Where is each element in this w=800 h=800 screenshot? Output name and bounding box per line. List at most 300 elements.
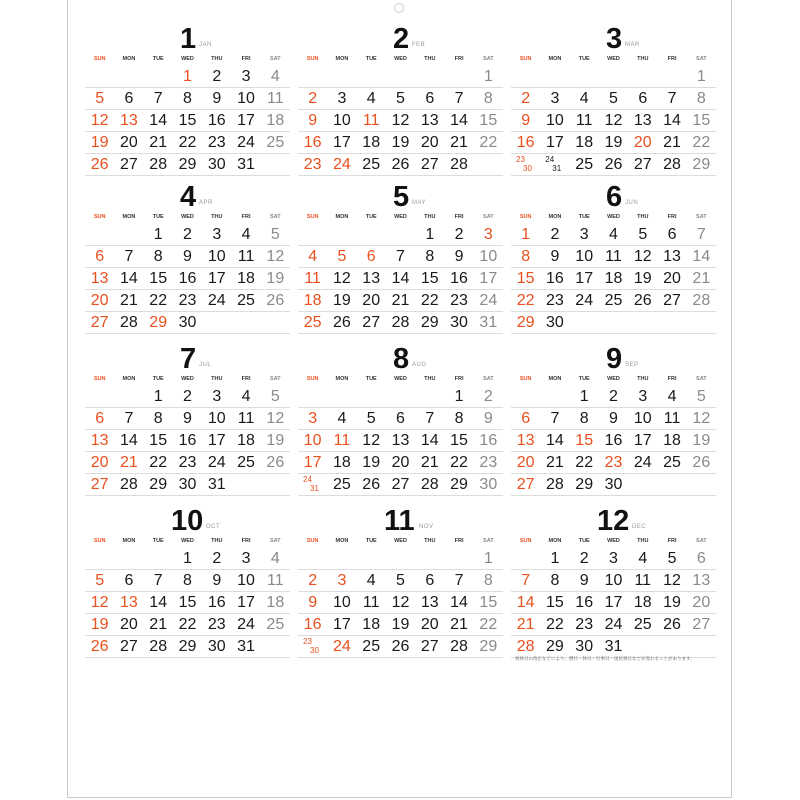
weekday-label: FRI [454, 376, 464, 382]
day-cell: 3 [308, 410, 318, 427]
week-row [298, 132, 503, 154]
day-cell [570, 312, 599, 333]
day-cell: 26 [266, 454, 285, 471]
day-cell: 22 [149, 454, 168, 471]
month-header [85, 23, 290, 55]
week-row [298, 408, 503, 430]
weekday-label: SAT [270, 56, 281, 62]
week-row [511, 452, 716, 474]
day-cell: 16 [516, 134, 535, 151]
day-cell: 12 [692, 410, 711, 427]
weekday-label: WED [181, 376, 194, 382]
month-mar [511, 24, 716, 176]
day-cell: 2 [212, 550, 222, 567]
day-cell: 1 [696, 68, 706, 85]
day-cell: 9 [212, 90, 222, 107]
day-cell: 22 [546, 616, 564, 633]
day-cell: 14 [120, 432, 138, 449]
week-row [85, 570, 290, 592]
day-cell [628, 636, 657, 657]
day-cell: 2 [609, 388, 618, 405]
day-cell: 16 [604, 432, 623, 449]
day-cell [357, 66, 386, 87]
week-row [298, 452, 503, 474]
weekday-label: THU [424, 214, 436, 220]
week-row [85, 430, 290, 452]
day-cell: 17 [546, 134, 564, 151]
day-cell: 16 [207, 594, 226, 611]
day-cell [570, 66, 599, 87]
day-cell: 26 [391, 638, 410, 655]
day-cell: 4 [579, 90, 589, 107]
month-header [511, 505, 716, 537]
day-cell: 29 [479, 638, 498, 655]
day-cell: 26 [663, 616, 681, 633]
week-row [85, 452, 290, 474]
day-cell: 7 [396, 248, 405, 265]
weekday-label: THU [211, 214, 223, 220]
day-cell: 5 [667, 550, 677, 567]
week-row [298, 614, 503, 636]
day-cell: 1 [579, 388, 589, 405]
day-cell: 16 [207, 112, 226, 129]
week-row [298, 386, 503, 408]
day-cell: 15 [450, 432, 468, 449]
month-number: 7 [180, 343, 197, 375]
weekday-label: TUE [152, 214, 164, 220]
weekday-label: MON [122, 214, 136, 220]
day-cell: 6 [124, 572, 134, 589]
weekday-label: THU [637, 538, 649, 544]
day-cell [144, 548, 173, 569]
day-cell: 1 [483, 550, 493, 567]
day-cell [415, 66, 444, 87]
weekday-label: THU [211, 538, 223, 544]
day-cell [628, 474, 657, 495]
day-cell [114, 386, 143, 407]
day-number: 31 [552, 164, 562, 173]
day-cell: 5 [638, 226, 648, 243]
day-cell: 7 [454, 572, 464, 589]
month-abbr: AUG [412, 362, 427, 368]
weekday-label: MON [335, 214, 349, 220]
weekday-label: WED [181, 538, 194, 544]
day-cell: 14 [663, 112, 681, 129]
weekday-label: MON [122, 56, 136, 62]
weekday-label: MON [122, 376, 136, 382]
week-row [85, 224, 290, 246]
day-cell: 27 [120, 638, 138, 655]
day-cell: 17 [333, 616, 351, 633]
weekday-label: WED [394, 56, 407, 62]
week-row [85, 290, 290, 312]
day-cell: 2 [550, 226, 560, 243]
day-cell: 23 [178, 454, 197, 471]
day-cell: 7 [124, 248, 134, 265]
day-cell: 29 [178, 156, 197, 173]
weekday-label: SAT [483, 376, 494, 382]
weekday-label: SAT [696, 56, 707, 62]
day-cell: 12 [90, 594, 109, 611]
day-cell: 29 [546, 638, 564, 655]
day-cell: 10 [604, 572, 623, 589]
day-cell: 26 [266, 292, 285, 309]
day-cell [657, 312, 686, 333]
day-cell: 13 [90, 270, 109, 287]
day-cell: 5 [396, 90, 405, 107]
day-cell: 24 [333, 638, 351, 655]
day-cell: 25 [604, 292, 623, 309]
day-cell [357, 224, 386, 245]
day-cell: 8 [550, 572, 560, 589]
day-cell: 4 [667, 388, 677, 405]
week-row [511, 636, 716, 658]
day-cell: 20 [420, 616, 439, 633]
day-cell [298, 66, 327, 87]
day-cell: 6 [95, 248, 105, 265]
day-cell [261, 636, 290, 657]
week-row [298, 474, 503, 496]
hanging-hole [394, 3, 404, 13]
day-cell: 24 [479, 292, 498, 309]
day-cell: 31 [237, 638, 255, 655]
day-cell: 13 [120, 112, 138, 129]
day-cell: 25 [266, 134, 285, 151]
month-may [298, 182, 503, 334]
day-cell: 10 [333, 594, 351, 611]
day-cell: 22 [178, 134, 197, 151]
day-cell: 20 [633, 134, 652, 151]
month-number: 2 [393, 23, 410, 55]
day-cell [386, 548, 415, 569]
day-cell: 30 [450, 314, 468, 331]
day-cell: 20 [692, 594, 711, 611]
day-cell: 30 [207, 638, 226, 655]
day-cell: 14 [546, 432, 564, 449]
day-cell: 6 [425, 572, 435, 589]
day-cell: 19 [633, 270, 652, 287]
week-row [85, 408, 290, 430]
day-cell: 10 [237, 572, 255, 589]
day-cell: 6 [425, 90, 435, 107]
day-cell: 14 [450, 112, 468, 129]
day-cell: 8 [454, 410, 464, 427]
day-cell: 14 [516, 594, 535, 611]
month-abbr: OCT [206, 524, 221, 530]
day-cell: 29 [450, 476, 468, 493]
day-cell: 2 [454, 226, 464, 243]
day-cell: 20 [120, 134, 138, 151]
day-cell: 24 [207, 292, 226, 309]
weekday-label: SUN [93, 376, 106, 382]
weekday-label: SAT [483, 538, 494, 544]
day-cell: 17 [633, 432, 652, 449]
day-cell: 13 [362, 270, 381, 287]
weekday-label: MON [548, 214, 562, 220]
day-cell: 28 [546, 476, 564, 493]
day-cell: 30 [178, 314, 197, 331]
week-row [298, 268, 503, 290]
day-cell: 17 [575, 270, 594, 287]
day-cell: 12 [362, 432, 381, 449]
day-cell: 5 [270, 388, 280, 405]
weekday-label: SUN [519, 376, 532, 382]
day-cell: 9 [308, 112, 318, 129]
day-cell: 17 [333, 134, 351, 151]
month-jan [85, 24, 290, 176]
day-cell: 14 [450, 594, 468, 611]
day-cell: 6 [366, 248, 376, 265]
day-cell: 30 [546, 314, 564, 331]
day-cell: 26 [633, 292, 652, 309]
day-cell: 7 [153, 572, 163, 589]
day-cell [85, 224, 114, 245]
day-cell: 30 [207, 156, 226, 173]
weekday-label: TUE [578, 376, 590, 382]
day-cell: 10 [546, 112, 564, 129]
day-cell: 20 [516, 454, 535, 471]
day-cell: 8 [483, 572, 493, 589]
day-cell: 22 [575, 454, 594, 471]
day-cell: 19 [604, 134, 623, 151]
week-row [298, 312, 503, 334]
day-cell: 25 [663, 454, 681, 471]
day-cell: 10 [303, 432, 322, 449]
weekday-label: MON [548, 56, 562, 62]
day-cell: 10 [333, 112, 351, 129]
day-cell: 5 [337, 248, 347, 265]
day-cell: 22 [149, 292, 168, 309]
week-row [511, 66, 716, 88]
weekday-label: FRI [667, 56, 677, 62]
weekday-label: FRI [454, 538, 464, 544]
day-cell: 23 [207, 616, 226, 633]
day-cell: 25 [362, 156, 381, 173]
day-cell: 1 [483, 68, 493, 85]
day-cell: 10 [207, 410, 226, 427]
month-header [298, 505, 503, 537]
weekday-label: SAT [270, 538, 281, 544]
week-row [85, 592, 290, 614]
week-row [85, 548, 290, 570]
day-cell: 29 [575, 476, 594, 493]
day-cell: 22 [450, 454, 468, 471]
weekday-label: TUE [365, 538, 377, 544]
day-cell: 4 [270, 550, 280, 567]
day-cell [298, 636, 327, 657]
day-cell: 18 [237, 432, 255, 449]
day-cell: 19 [692, 432, 711, 449]
day-cell: 16 [303, 134, 322, 151]
day-cell: 16 [479, 432, 498, 449]
day-cell: 2 [483, 388, 493, 405]
day-cell: 2 [183, 226, 192, 243]
day-cell: 3 [212, 388, 222, 405]
day-cell: 9 [550, 248, 560, 265]
day-cell: 3 [241, 68, 251, 85]
day-cell: 16 [303, 616, 322, 633]
day-cell: 28 [692, 292, 711, 309]
weekday-label: TUE [152, 376, 164, 382]
day-cell: 19 [333, 292, 351, 309]
day-cell: 4 [366, 572, 376, 589]
day-cell: 9 [212, 572, 222, 589]
month-feb [298, 24, 503, 176]
day-cell: 16 [575, 594, 594, 611]
day-cell [474, 154, 503, 175]
day-cell: 20 [90, 454, 109, 471]
weekday-label: THU [424, 376, 436, 382]
day-cell: 27 [692, 616, 711, 633]
day-cell: 15 [575, 432, 594, 449]
day-cell: 3 [337, 90, 347, 107]
weekday-label: SUN [93, 214, 106, 220]
weekday-label: TUE [365, 56, 377, 62]
day-cell [114, 66, 143, 87]
day-cell: 4 [308, 248, 318, 265]
day-cell [298, 474, 327, 495]
day-cell: 1 [550, 550, 560, 567]
day-cell [298, 548, 327, 569]
day-cell: 18 [333, 454, 351, 471]
day-cell: 15 [149, 270, 168, 287]
day-cell: 13 [633, 112, 652, 129]
day-cell: 2 [308, 90, 318, 107]
month-abbr: DEC [632, 524, 647, 530]
month-number: 9 [606, 343, 623, 375]
month-header [85, 505, 290, 537]
day-cell: 30 [575, 638, 594, 655]
day-cell: 18 [266, 112, 285, 129]
day-cell: 22 [479, 616, 498, 633]
weekday-label: SUN [306, 56, 319, 62]
weekday-label: WED [394, 214, 407, 220]
weekday-label: MON [335, 56, 349, 62]
day-cell [687, 312, 716, 333]
weekday-label: THU [424, 56, 436, 62]
day-cell: 23 [207, 134, 226, 151]
day-cell [85, 548, 114, 569]
month-number: 8 [393, 343, 410, 375]
day-cell: 3 [609, 550, 618, 567]
day-cell: 7 [153, 90, 163, 107]
day-cell: 10 [479, 248, 498, 265]
day-cell: 11 [304, 270, 321, 287]
week-row [511, 246, 716, 268]
day-cell: 27 [420, 638, 439, 655]
day-cell: 28 [120, 476, 138, 493]
day-cell: 16 [178, 432, 197, 449]
day-cell: 19 [266, 270, 285, 287]
weekday-label: WED [607, 214, 620, 220]
day-cell: 28 [149, 638, 168, 655]
day-cell: 24 [237, 616, 255, 633]
week-row [511, 408, 716, 430]
day-cell: 21 [149, 134, 168, 151]
day-cell [231, 312, 260, 333]
day-cell: 9 [483, 410, 493, 427]
day-cell: 23 [479, 454, 498, 471]
day-cell: 8 [696, 90, 706, 107]
month-abbr: APR [199, 200, 213, 206]
day-cell: 21 [149, 616, 168, 633]
day-cell: 2 [521, 90, 531, 107]
day-cell: 11 [267, 90, 284, 107]
weekday-label: FRI [454, 56, 464, 62]
month-jun [511, 182, 716, 334]
day-cell: 14 [391, 270, 410, 287]
weekday-label: FRI [454, 214, 464, 220]
day-cell: 12 [604, 112, 623, 129]
day-cell: 22 [178, 616, 197, 633]
day-cell: 22 [516, 292, 535, 309]
day-cell: 11 [575, 112, 593, 129]
day-cell: 27 [633, 156, 652, 173]
day-cell: 5 [270, 226, 280, 243]
day-cell: 25 [266, 616, 285, 633]
day-cell [511, 386, 540, 407]
day-cell: 28 [420, 476, 439, 493]
week-row [85, 312, 290, 334]
week-row [511, 386, 716, 408]
day-cell: 4 [366, 90, 376, 107]
day-cell [327, 548, 356, 569]
day-cell [599, 66, 628, 87]
day-cell: 26 [333, 314, 351, 331]
day-cell: 27 [90, 314, 109, 331]
month-number: 1 [180, 23, 197, 55]
day-cell: 5 [696, 388, 706, 405]
day-cell: 9 [183, 248, 192, 265]
day-cell: 18 [303, 292, 322, 309]
day-cell: 14 [420, 432, 439, 449]
day-number: 30 [310, 646, 319, 655]
day-cell: 19 [266, 432, 285, 449]
day-cell: 21 [692, 270, 711, 287]
day-cell: 19 [362, 454, 381, 471]
day-cell: 8 [579, 410, 589, 427]
day-cell [298, 386, 327, 407]
weekday-label: SUN [93, 56, 106, 62]
day-cell: 8 [183, 572, 192, 589]
day-cell: 27 [420, 156, 439, 173]
day-cell: 28 [516, 638, 535, 655]
day-cell: 15 [546, 594, 564, 611]
day-cell: 27 [120, 156, 138, 173]
weekday-label: SAT [696, 376, 707, 382]
day-cell: 25 [303, 314, 322, 331]
day-cell: 11 [237, 248, 255, 265]
day-cell: 31 [604, 638, 623, 655]
day-cell: 28 [663, 156, 681, 173]
day-cell: 6 [521, 410, 531, 427]
day-number: 23 [303, 637, 312, 646]
week-row [85, 636, 290, 658]
day-cell: 18 [362, 134, 381, 151]
month-abbr: FEB [412, 42, 426, 48]
week-row [511, 224, 716, 246]
weekday-label: SAT [696, 214, 707, 220]
day-cell: 14 [120, 270, 138, 287]
week-row [85, 386, 290, 408]
day-cell: 1 [153, 388, 163, 405]
week-row [85, 614, 290, 636]
day-cell: 14 [149, 594, 168, 611]
day-cell: 27 [663, 292, 681, 309]
week-row [298, 224, 503, 246]
day-cell: 20 [420, 134, 439, 151]
day-cell: 9 [579, 572, 589, 589]
